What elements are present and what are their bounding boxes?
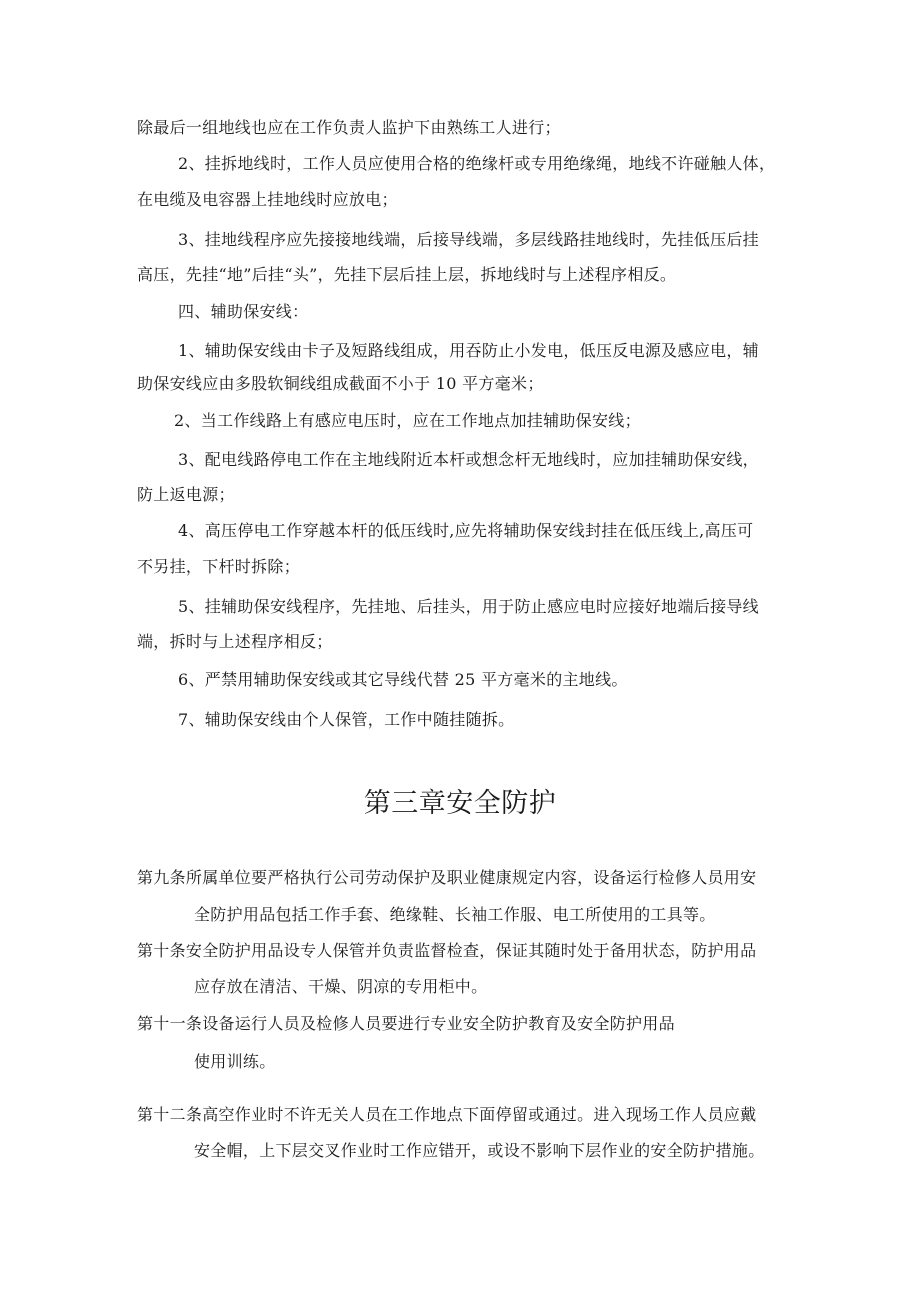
article-line: 应存放在清洁、干燥、阴凉的专用柜中。: [194, 977, 488, 996]
article-line: 第十一条设备运行人员及检修人员要进行专业安全防护教育及安全防护用品: [137, 1014, 675, 1033]
text-line: 助保安线应由多股软铜线组成截面不小于 10 平方毫米；: [137, 374, 544, 393]
article-line: 第十二条高空作业时不许无关人员在工作地点下面停留或通过。进入现场工作人员应戴: [137, 1105, 757, 1124]
text-line: 5、挂辅助保安线程序，先挂地、后挂头，用于防止感应电时应接好地端后接导线: [178, 597, 759, 616]
article-line: 安全帽，上下层交叉作业时工作应错开，或设不影响下层作业的安全防护措施。: [194, 1141, 765, 1160]
text-line: 2、挂拆地线时，工作人员应使用合格的绝缘杆或专用绝缘绳，地线不许碰触人体，: [178, 154, 776, 173]
text-line: 4、高压停电工作穿越本杆的低压线时,应先将辅助保安线封挂在低压线上,高压可: [178, 521, 754, 540]
chapter-title: 第三章安全防护: [363, 788, 557, 819]
text-line: 2、当工作线路上有感应电压时，应在工作地点加挂辅助保安线；: [174, 411, 641, 430]
text-line: 3、配电线路停电工作在主地线附近本杆或想念杆无地线时，应加挂辅助保安线，: [178, 450, 759, 469]
text-line: 在电缆及电容器上挂地线时应放电；: [137, 190, 398, 209]
article-line: 第九条所属单位要严格执行公司劳动保护及职业健康规定内容，设备运行检修人员用安: [137, 868, 757, 887]
section-heading: 四、辅助保安线：: [178, 302, 309, 321]
text-line: 高压，先挂“地”后挂“头”，先挂下层后挂上层，拆地线时与上述程序相反。: [137, 265, 677, 284]
text-line: 1、辅助保安线由卡子及短路线组成，用吞防止小发电，低压反电源及感应电，辅: [178, 341, 759, 360]
text-line: 6、严禁用辅助保安线或其它导线代替 25 平方毫米的主地线。: [178, 670, 628, 689]
text-line: 3、挂地线程序应先接接地线端，后接导线端，多层线路挂地线时，先挂低压后挂: [178, 230, 759, 249]
article-line: 使用训练。: [194, 1052, 276, 1071]
text-line: 端，拆时与上述程序相反；: [137, 632, 333, 651]
text-line: 7、辅助保安线由个人保管，工作中随挂随拆。: [178, 710, 515, 729]
article-line: 全防护用品包括工作手套、绝缘鞋、长袖工作服、电工所使用的工具等。: [194, 905, 716, 924]
article-line: 第十条安全防护用品设专人保管并负责监督检查，保证其随时处于备用状态，防护用品: [137, 941, 757, 960]
text-line: 防上返电源；: [137, 485, 235, 504]
text-line: 不另挂，下杆时拆除；: [137, 557, 301, 576]
text-line: 除最后一组地线也应在工作负责人监护下由熟练工人进行；: [137, 118, 561, 137]
